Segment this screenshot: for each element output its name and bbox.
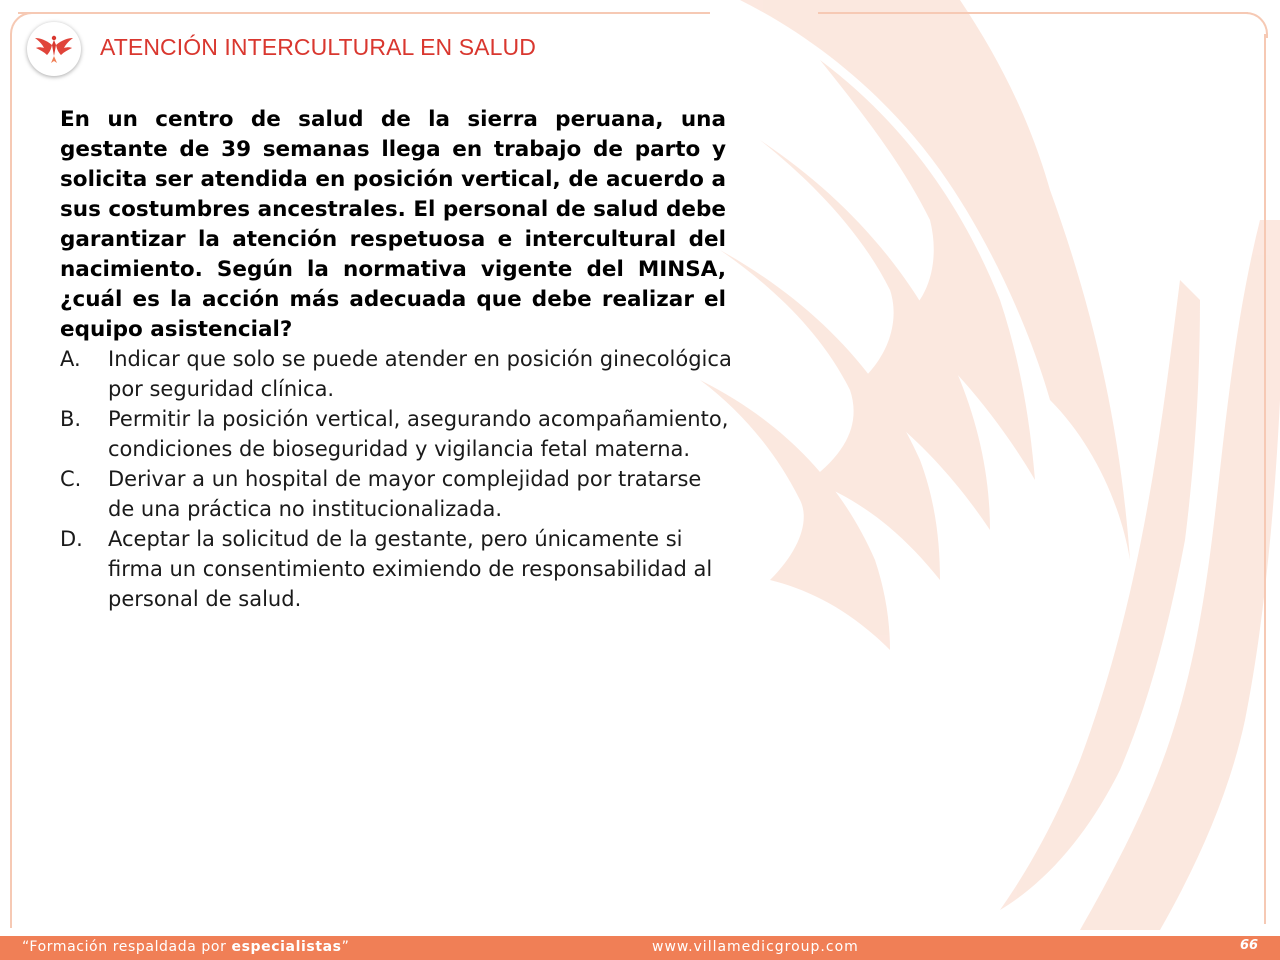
option-text: Permitir la posición vertical, asegurando acompañamiento, condiciones de bioseguridad y vigilancia fetal materna. xyxy=(108,407,729,461)
frame-line xyxy=(10,38,12,928)
footer-website-link[interactable]: www.villamedicgroup.com xyxy=(652,939,859,955)
slogan-prefix: “Formación respaldada por xyxy=(22,939,232,955)
option-letter: B. xyxy=(60,407,82,431)
option-letter: A. xyxy=(60,347,81,371)
phoenix-logo-icon xyxy=(34,32,74,66)
question-text: En un centro de salud de la sierra peruana, una gestante de 39 semanas llega en trabajo de parto y solicita ser atendida en posición vertical, de acuerdo a sus costumbres ancestrales. El personal de salud debe garantizar la atención respetuosa e intercultural del nacimiento. Según la normativa vigente del MINSA, ¿cuál es la acción más adecuada que debe realizar el equipo asistencial? xyxy=(60,107,726,342)
frame-line xyxy=(1264,34,1266,924)
option-d[interactable] xyxy=(60,524,732,614)
logo xyxy=(27,22,81,76)
option-text: Indicar que solo se puede atender en posición ginecológica por seguridad clínica. xyxy=(108,347,732,401)
slogan-suffix: ” xyxy=(341,939,350,955)
option-letter: D. xyxy=(60,527,83,551)
option-text: Aceptar la solicitud de la gestante, pero únicamente si firma un consentimiento eximiendo de responsabilidad al personal de salud. xyxy=(108,527,713,611)
frame-line xyxy=(818,12,1248,14)
phoenix-watermark-icon xyxy=(700,0,1280,930)
option-text: Derivar a un hospital de mayor complejidad por tratarse de una práctica no institucionalizada. xyxy=(108,467,702,521)
slogan-bold: especialistas xyxy=(231,939,342,955)
page-title: ATENCIÓN INTERCULTURAL EN SALUD xyxy=(100,34,536,60)
option-letter: C. xyxy=(60,467,82,491)
footer-slogan xyxy=(22,939,349,955)
option-b[interactable] xyxy=(60,404,732,464)
option-a[interactable] xyxy=(60,344,732,404)
page-number: 66 xyxy=(1240,938,1259,953)
frame-line xyxy=(18,12,710,14)
footer-bar xyxy=(0,936,1280,960)
option-c[interactable] xyxy=(60,464,732,524)
answer-options-list xyxy=(60,344,732,614)
